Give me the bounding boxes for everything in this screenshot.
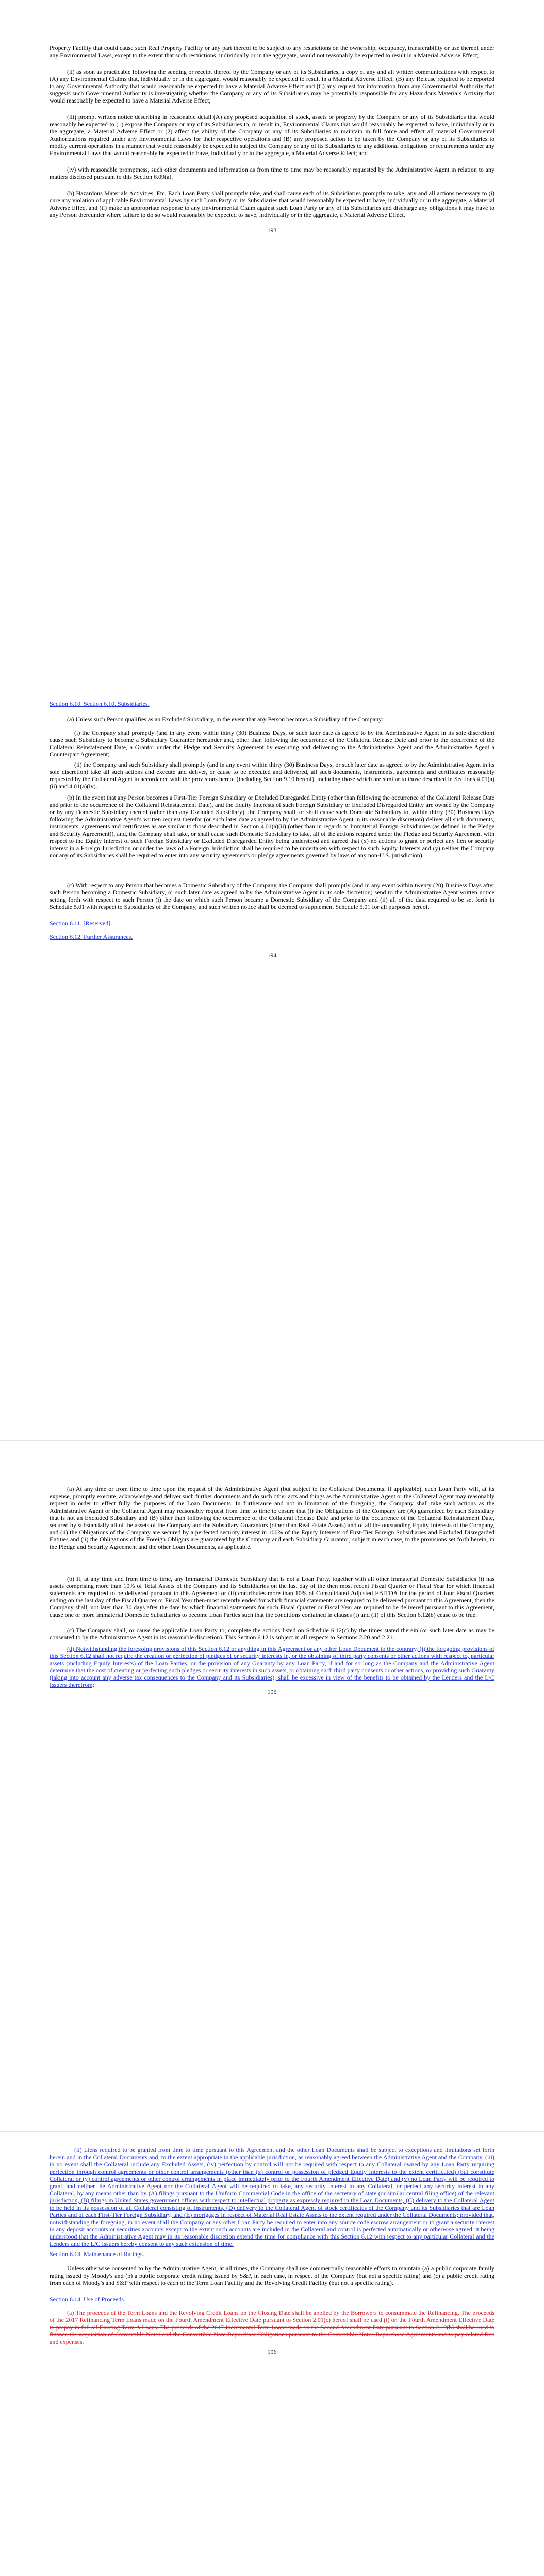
paragraph-c: (c) With respect to any Person that becomes a Domestic Subsidiary of the Company, the Company shall promptly (and in any event within twenty (20) Business Days after such Person becoming a Domestic Subsidiary, or such later date as agreed to by the Administrative Agent in its sole discretion) send to the Administrative Agent written notice setting forth with respect to such Person (i) the date on which such Person became a Domestic Subsidiary of the Company and (ii) all of the data required to be set forth in Schedule 5.01 with respect to Subsidiaries of the Company, and such written notice shall be deemed to supplement Schedule 5.01 for all purposes hereof. [50,882,494,910]
paragraph-a: (a) At any time or from time to time upon the request of the Administrative Agent (but subject to the Collateral Documents, if applicable), each Loan Party will, at its expense, promptly execute, acknowledge and deliver such further documents and do such other acts and things as the Administrative Agent or the Collateral Agent may reasonably request in order to effect fully the purposes of the Loan Documents. In furtherance and not in limitation of the foregoing, the Company shall take such actions as the Administrative Agent or the Collateral Agent may reasonably request from time to time to ensure that (i) the Obligations of the Company are (A) guaranteed by each Subsidiary that is not an Excluded Subsidiary and (B) other than following the occurrence of the Collateral Release Date and prior to the occurrence of the Collateral Reinstatement Date, secured by substantially all of the assets of the Company and the Subsidiary Guarantors (other than Real Estate Assets) and of all the outstanding Equity Interests of the Company, and (ii) the Obligations of the Company are secured by a perfected security interest in 100% of the Equity Interests of First-Tier Foreign Subsidiaries and Excluded Disregarded Entities and (ii) the Obligations of the Foreign Obligors are guaranteed by the Company and each Subsidiary Guarantor, subject in each case, to the provisions set forth herein, in the Pledge and Security Agreement and the other Loan Documents, as applicable. [50,1485,494,1550]
document-page-194 [0,665,544,1440]
page-number: 196 [267,2348,277,2355]
section-heading-use-of-proceeds[interactable]: Section 6.14. Use of Proceeds. [50,2296,125,2303]
paragraph-ii: (ii) as soon as practicable following the sending or receipt thereof by the Company or any of its Subsidiaries, a copy of any and all written communications with respect to (A) any Environmental Claims that, individually or in the aggregate, would reasonably be expected to result in a Material Adverse Effect, (B) any Release required to be reported to any Governmental Authority that would reasonably be expected to have a Material Adverse Effect and (C) any request for information from any Governmental Authority that suggests such Governmental Authority is investigating whether the Company or any of its Subsidiaries may be potentially responsible for any Hazardous Materials Activity that would reasonably be expected to have a Material Adverse Effect; [50,68,494,104]
section-heading-reserved[interactable]: Section 6.11. [Reserved]. [50,920,112,927]
paragraph-ratings: Unless otherwise consented to by the Administrative Agent, at all times, the Company shall use commercially reasonable efforts to maintain (a) a public corporate family rating issued by Moody's and (b) a public corporate credit rating issued by S&P, in each case, in respect of the Company (but not a specific rating) and (c) a public credit rating from each of Moody's and S&P with respect to each of the Term Loan Facility and the Revolving Credit Facility (but not a specific rating). [50,2265,494,2286]
page-number: 194 [267,952,277,959]
paragraph-use-of-proceeds: (a) The proceeds of the Term Loans and the Revolving Credit Loans on the Closing Date shall be applied by the Borrowers to consummate the Refinancing. The proceeds of the 2017 Refinancing Term Loans made on the Fourth Amendment Effective Date pursuant to Section 2.01(c) hereof shall be used (i) on the Fourth Amendment Effective Date to prepay in full all Existing Term A Loans. The proceeds of the 2017 Incremental Term Loans made on the Second Amendment Date pursuant to Section 2.19(b) shall be used to finance the acquisition of Convertible Notes and the Convertible Note Repurchase Obligations pursuant to the Convertible Notes Repurchase Agreements and to pay related fees and expenses. [50,2309,494,2345]
paragraph-i: (i) the Company shall promptly (and in any event within thirty (30) Business Days, or such later date as agreed to by the Administrative Agent in its sole discretion) cause such Subsidiary to become a Subsidiary Guarantor hereunder and, other than following the occurrence of the Collateral Release Date and prior to the occurrence of the Collateral Reinstatement Date, a Grantor under the Pledge and Security Agreement by executing and delivering to the Administrative Agent and the Administrative Agent a Counterpart Agreement; [50,729,494,758]
document-page-196 [0,2132,544,2576]
paragraph-b: (b) If, at any time and from time to time, any Immaterial Domestic Subsidiary that is not a Loan Party, together with all other Immaterial Domestic Subsidiaries (i) has assets comprising more than 10% of Total Assets of the Company and its Subsidiaries on the last day of the then most recent Fiscal Quarter or Fiscal Year for which financial statements are required to be delivered pursuant to this Agreement or (ii) contributes more than 10% of Consolidated Adjusted EBITDA for the period of four Fiscal Quarters ending on the last day of the Fiscal Quarter or Fiscal Year then-most recently ended for which financial statements are required to be delivered pursuant to this Agreement, then the Company shall, not later than 30 days after the date by which financial statements for such Fiscal Quarter or Fiscal Year are required to be delivered pursuant to this Agreement, cause one or more Immaterial Domestic Subsidiaries to become Loan Parties such that the conditions contained in clauses (i) and (ii) of this Section 6.12(b) cease to be true. [50,1575,494,1618]
paragraph-b-hazardous: (b) Hazardous Materials Activities, Etc. Each Loan Party shall promptly take, and shall cause each of its Subsidiaries promptly to take, any and all actions necessary to (i) cure any violation of applicable Environmental Laws by such Loan Party or its Subsidiaries that would reasonably be expected to have, individually or in the aggregate, a Material Adverse Effect and (ii) make an appropriate response to any Environmental Claim against such Loan Party or any of its Subsidiaries and discharge any obligations it may have to any Person thereunder where failure to do so would reasonably be expected to have, individually or in the aggregate, a Material Adverse Effect. [50,190,494,218]
page-number: 195 [267,1688,277,1696]
section-heading-subsidiaries[interactable]: Section 6.10. Section 6.10. Subsidiaries. [50,700,150,707]
paragraph-iii: (iii) prompt written notice describing in reasonable detail (A) any proposed acquisition of stock, assets or property by the Company or any of its Subsidiaries that would reasonably be expected to (1) expose the Company or any of its Subsidiaries to, or result in, Environmental Claims that would reasonably be expected to have, individually or in the aggregate, a Material Adverse Effect or (2) affect the ability of the Company or any of its Subsidiaries to maintain in full force and effect all material Governmental Authorizations required under any Environmental Laws for their respective operations and (B) any proposed action to be taken by the Company or any of its Subsidiaries to modify current operations in a manner that would reasonably be expected to subject the Company or any of its Subsidiaries to any additional obligations or requirements under any Environmental Laws that would reasonably be expected to have, individually or in the aggregate, a Material Adverse Effect; and [50,113,494,157]
paragraph-ii: (ii) the Company and such Subsidiary shall promptly (and in any event within thirty (30) Business Days, or such later date as agreed to by the Administrative Agent in its sole discretion) take all such actions and execute and deliver, or cause to be executed and delivered, all such documents, instruments, agreements and certificates reasonably requested by the Collateral Agent in accordance with the provisions hereof (including Section 9.10 hereof), including those which are similar to those described in Sections 4.01(a)(ii) and 4.01(a)(iv). [50,761,494,790]
paragraph-c: (c) The Company shall, or cause the applicable Loan Party to, complete the actions listed on Schedule 6.12(c) by the times stated therein (or such later date as may be consented to by the Administrative Agent in its reasonable discretion). This Section 6.12 is subject in all respects to Sections 2.20 and 2.21. [50,1626,494,1641]
paragraph-a: (a) Unless such Person qualifies as an Excluded Subsidiary, in the event that any Person becomes a Subsidiary of the Company: [67,716,384,723]
paragraph-b: (b) In the event that any Person becomes a First-Tier Foreign Subsidiary or Excluded Disregarded Entity (other than following the occurrence of the Collateral Release Date and prior to the occurrence of the Collateral Reinstatement Date), and the Equity Interests of such Foreign Subsidiary or Excluded Disregarded Entity are owned by the Company or by any Domestic Subsidiary thereof (other than any Excluded Subsidiary), the Company shall, or shall cause such Domestic Subsidiary to, within thirty (30) Business Days following the Administrative Agent's written request therefor (or such later date as agreed to by the Administrative Agent in its reasonable discretion) deliver all such documents, instruments, agreements and certificates as are similar to those described in Section 4.01(a)(ii) (other than in regards to Immaterial Foreign Subsidiaries (as defined in the Pledge and Security Agreement)), and, the Company shall take, or shall cause such Domestic Subsidiary to take, all of the actions required under the Pledge and Security Agreement with respect to the Equity Interest of such Foreign Subsidiary or Excluded Disregarded Entity being understood and agreed that (x) no actions to grant or perfect any lien or security interest in a Foreign Jurisdiction or under the laws of a Foreign Jurisdiction shall be required to be undertaken with respect to such Equity Interests and (y) neither the Company nor any of its Subsidiaries shall be required to enter into any security agreements or pledge agreements governed by laws of any non-U.S. jurisdiction). [50,794,494,859]
section-heading-further-assurances[interactable]: Section 6.12. Further Assurances. [50,933,133,940]
paragraph-ii-liens: (ii) Liens required to be granted from time to time pursuant to this Agreement and the other Loan Documents shall be subject to exceptions and limitations set forth herein and in the Collateral Documents and, to the extent appropriate in the applicable jurisdiction, as reasonably agreed between the Administrative Agent and the Company, (iii) in no event shall the Collateral include any Excluded Assets, (iv) perfection by control will not be required with respect to any Collateral owned by any Loan Party requiring perfection through control agreements or other control arrangements (other than (x) control or possession of pledged Equity Interests to the extent certificated) (but constitute Collateral or (y) control agreements or other control arrangements in place immediately prior to the Fourth Amendment Effective Date) and (v) no Loan Party will be required to grant, and neither the Administrative Agent nor the Collateral Agent will be required to take, any security interest in any Collateral, or perfect any security interest in any Collateral, by any means other than by (A) filings pursuant to the Uniform Commercial Code in the office of the secretary of state (or similar central filing office) of the relevant jurisdiction, (B) filings in United States government offices with respect to intellectual property as expressly required in the Loan Documents, (C) delivery to the Collateral Agent to be held in its possession of all Collateral consisting of instruments, (D) delivery to the Collateral Agent of stock certificates of the Company and its Subsidiaries that are Loan Parties and of each First-Tier Foreign Subsidiary, and (E) mortgages in respect of Material Real Estate Assets to the extent required under the Collateral Documents; provided that, notwithstanding the foregoing, in no event shall the Company or any other Loan Party be required to enter into any source code escrow arrangement or to grant a security interest in any deposit accounts or securities accounts except to the extent such accounts are included in the Collateral and control is perfected automatically or otherwise agreed, it being understood that the Administrative Agent may in its reasonable discretion extend the time for compliance with this Section 6.12 with respect to any particular Collateral and the Lenders and the L/C Issuers hereby consent to any such extension of time. [50,2146,494,2247]
page-number: 193 [267,227,277,234]
paragraph-iv: (iv) with reasonable promptness, such other documents and information as from time to time may be reasonably requested by the Administrative Agent in relation to any matters disclosed pursuant to this Section 6.09(a). [50,166,494,180]
paragraph-d: (d) Notwithstanding the foregoing provisions of this Section 6.12 or anything in this Agreement or any other Loan Document to the contrary, (i) the foregoing provisions of this Section 6.12 shall not require the creation or perfection of pledges of or security interests in, or the obtaining of third party consents or other actions with respect to, particular assets (including Equity Interests) of the Loan Parties, or the provision of any Guaranty by any Loan Party, if and for so long as the Company and the Administrative Agent determine that the cost of creating or perfecting such pledges or security interests in such assets, or obtaining such third party consents or other actions, or providing such Guaranty (taking into account any adverse tax consequences to the Company and its Subsidiaries), shall be excessive in view of the benefits to be obtained by the Lenders and the L/C Issuers therefrom; [50,1645,494,1688]
document-page-193 [0,0,544,665]
paragraph-intro: Property Facility that could cause such Real Property Facility or any part thereof to be subject to any restrictions on the ownership, occupancy, transferability or use thereof under any Environmental Laws, except to the extent that such restrictions, individually or in the aggregate, would not reasonably be expected to result in a Material Adverse Effect; [50,44,494,59]
document-page-195 [0,1441,544,2131]
section-heading-ratings[interactable]: Section 6.13. Maintenance of Ratings. [50,2250,144,2258]
